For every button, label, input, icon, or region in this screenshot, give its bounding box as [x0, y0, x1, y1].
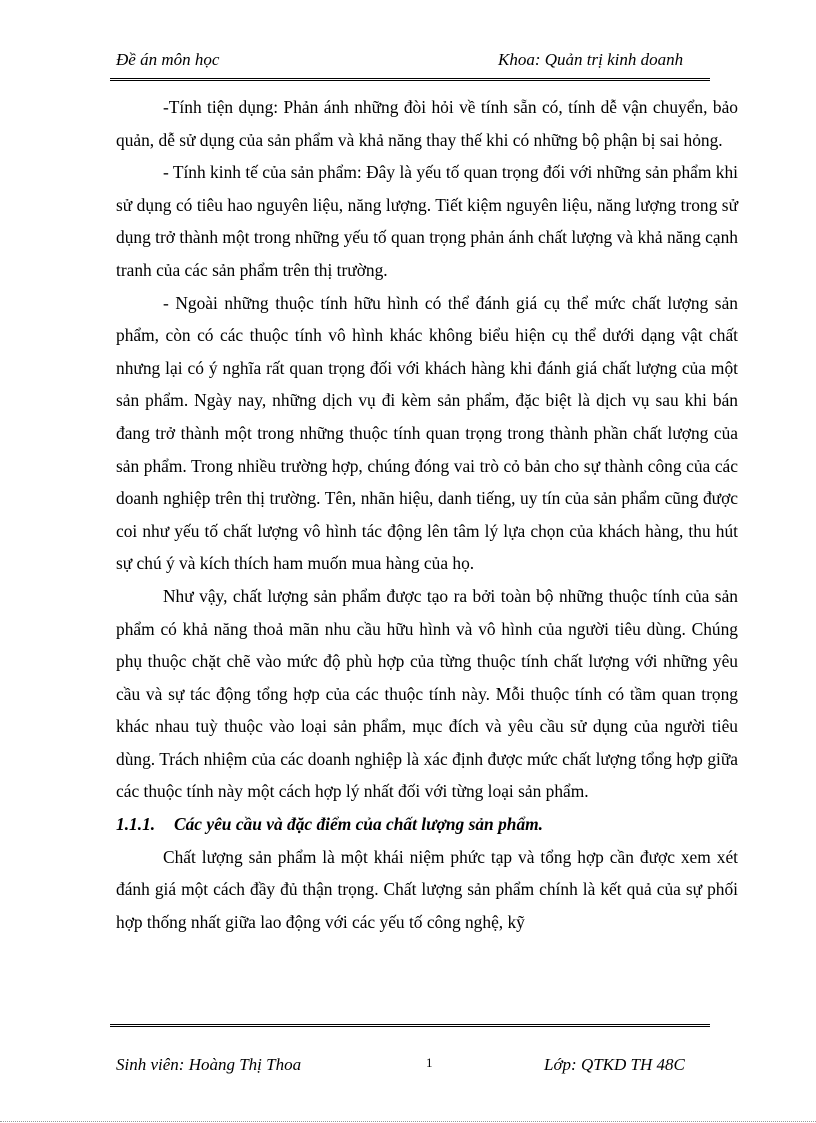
section-number: 1.1.1.: [116, 814, 156, 835]
paragraph-economy: - Tính kinh tế của sản phẩm: Đây là yếu tố quan trọng đối với những sản phẩm khi sử dụng có tiêu hao nguyên liệu, năng lượng. Tiết kiệm nguyên liệu, năng lượng trong sử dụng trở thành một trong những yếu tố quan trọng phản ánh chất lượng và khả năng cạnh tranh của các sản phẩm trên thị trường.: [116, 162, 738, 280]
section-title: Các yêu cầu và đặc điểm của chất lượng sản phẩm.: [174, 814, 544, 835]
page-boundary: [0, 1121, 816, 1122]
page-number: 1: [426, 1055, 433, 1070]
paragraph-intangible: - Ngoài những thuộc tính hữu hình có thể đánh giá cụ thể mức chất lượng sản phẩm, còn có các thuộc tính vô hình khác không biểu hiện cụ thể dưới dạng vật chất nhưng lại có ý nghĩa rất quan trọng đối với khách hàng khi đánh giá chất lượng của một sản phẩm. Ngày nay, những dịch vụ đi kèm sản phẩm, đặc biệt là dịch vụ sau khi bán đang trở thành một trong những thuộc tính quan trọng trong thành phần chất lượng của sản phẩm. Trong nhiều trường hợp, chúng đóng vai trò cỏ bản cho sự thành công của các doanh nghiệp trên thị trường. Tên, nhãn hiệu, danh tiếng, uy tín của sản phẩm cũng được coi như yếu tố chất lượng vô hình tác động lên tâm lý lựa chọn của khách hàng, thu hút sự chú ý và kích thích ham muốn mua hàng của họ.: [116, 292, 738, 574]
footer-divider: [110, 1024, 710, 1027]
header-faculty-label: Khoa: Quản trị kinh doanh: [498, 50, 684, 69]
header-divider: [110, 78, 710, 81]
section-heading: [116, 808, 738, 841]
document-body: [116, 91, 738, 938]
header-course-label: Đề án môn học: [116, 50, 220, 69]
paragraph-convenience: -Tính tiện dụng: Phản ánh những đòi hỏi về tính sẵn có, tính dễ vận chuyển, bảo quản, dễ sử dụng của sản phẩm và khả năng thay thế khi có những bộ phận bị sai hỏng.: [116, 97, 738, 150]
paragraph-closing: Chất lượng sản phẩm là một khái niệm phức tạp và tổng hợp cần được xem xét đánh giá một cách đầy đủ thận trọng. Chất lượng sản phẩm chính là kết quả của sự phối hợp thống nhất giữa lao động với các yếu tố công nghệ, kỹ: [116, 846, 738, 932]
paragraph-summary: Như vậy, chất lượng sản phẩm được tạo ra bởi toàn bộ những thuộc tính của sản phẩm có khả năng thoả mãn nhu cầu hữu hình và vô hình của người tiêu dùng. Chúng phụ thuộc chặt chẽ vào mức độ phù hợp của từng thuộc tính chất lượng với những yêu cầu và sự tác động tổng hợp của các thuộc tính này. Mỗi thuộc tính có tầm quan trọng khác nhau tuỳ thuộc vào loại sản phẩm, mục đích và yêu cầu sử dụng của người tiêu dùng. Trách nhiệm của các doanh nghiệp là xác định được mức chất lượng tổng hợp giữa các thuộc tính này một cách hợp lý nhất đối với từng loại sản phẩm.: [116, 585, 738, 802]
footer-class-label: Lớp: QTKD TH 48C: [544, 1055, 685, 1074]
footer-student-label: Sinh viên: Hoàng Thị Thoa: [116, 1055, 302, 1074]
